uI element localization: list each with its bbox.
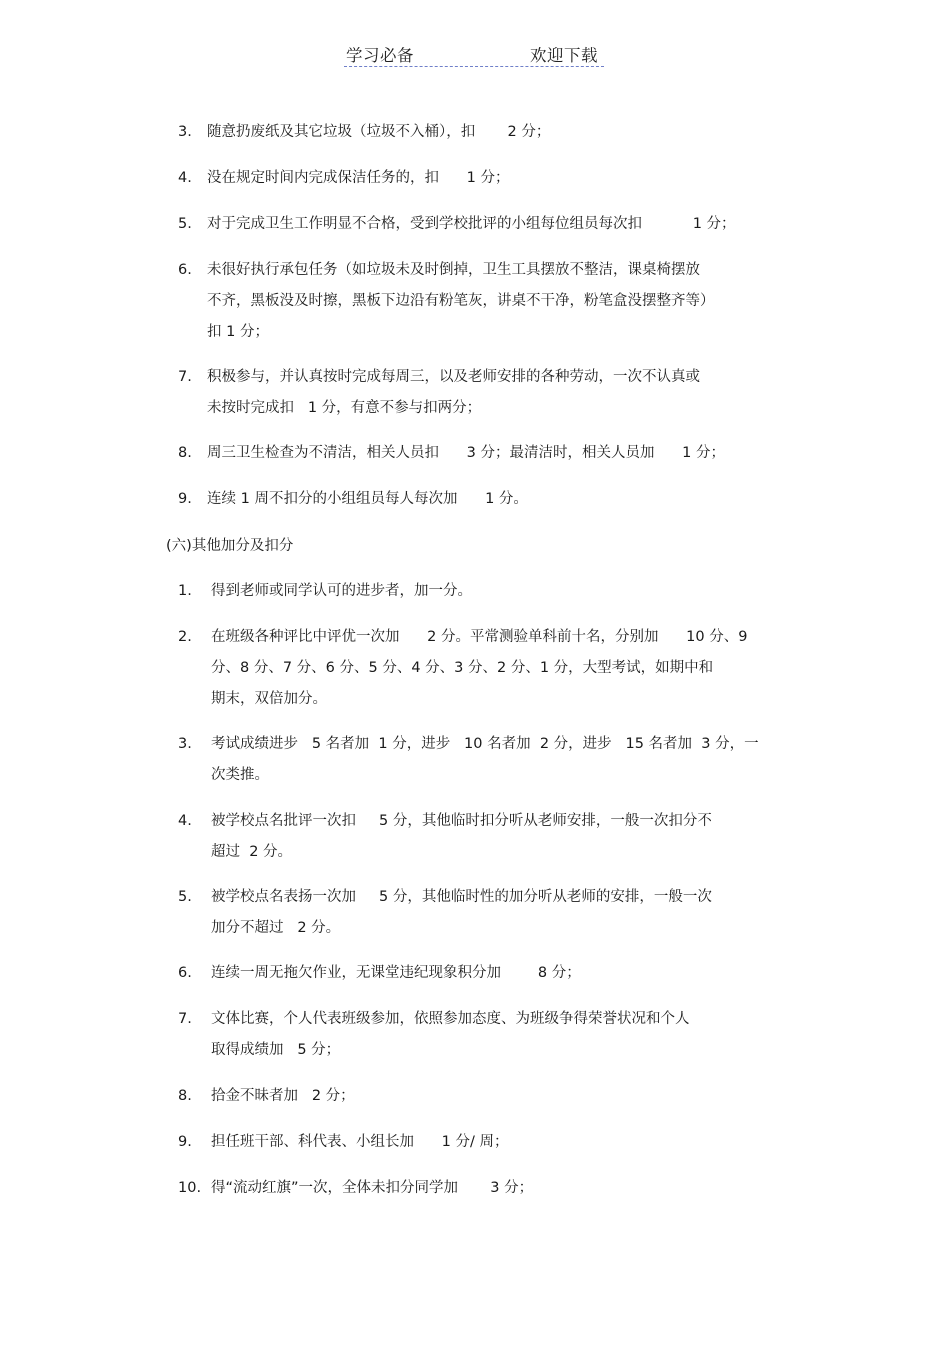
item-text bbox=[207, 255, 715, 348]
item-text bbox=[211, 882, 712, 944]
item-number: 3. bbox=[178, 736, 192, 752]
item-text-line: 文体比赛，个人代表班级参加，依照参加态度、为班级争得荣誉状况和个人 bbox=[211, 1011, 690, 1027]
item-text-line: 连续一周无拖欠作业，无课堂违纪现象积分加 8 分； bbox=[211, 965, 581, 981]
item-text-line: 扣 1 分； bbox=[207, 324, 269, 340]
item-text-line: 未很好执行承包任务（如垃圾未及时倒掉，卫生工具摆放不整洁，课桌椅摆放 bbox=[207, 262, 700, 278]
header-left-text: 学习必备 bbox=[346, 46, 414, 65]
item-text-line: 担任班干部、科代表、小组长加 1 分/ 周； bbox=[211, 1134, 509, 1150]
section-heading: (六)其他加分及扣分 bbox=[166, 538, 294, 554]
item-number: 7. bbox=[178, 369, 192, 385]
item-number: 8. bbox=[178, 445, 192, 461]
item-text bbox=[207, 117, 550, 148]
item-number: 7. bbox=[178, 1011, 192, 1027]
item-text-line: 连续 1 周不扣分的小组组员每人每次加 1 分。 bbox=[207, 491, 528, 507]
item-text-line: 不齐，黑板没及时擦，黑板下边沿有粉笔灰，讲桌不干净，粉笔盒没摆整齐等） bbox=[207, 293, 715, 309]
page-header bbox=[344, 40, 604, 67]
item-text bbox=[207, 438, 725, 469]
item-text bbox=[207, 209, 736, 240]
item-text-line: 拾金不昧者加 2 分； bbox=[211, 1088, 355, 1104]
item-text-line: 得“流动红旗”一次，全体未扣分同学加 3 分； bbox=[211, 1180, 534, 1196]
item-text-line: 考试成绩进步 5 名者加 1 分，进步 10 名者加 2 分，进步 15 名者加 3 分，一 bbox=[211, 736, 759, 752]
item-number: 9. bbox=[178, 491, 192, 507]
item-text bbox=[211, 1173, 533, 1204]
item-number: 3. bbox=[178, 124, 192, 140]
item-text-line: 没在规定时间内完成保洁任务的，扣 1 分； bbox=[207, 170, 510, 186]
item-text-line: 被学校点名批评一次扣 5 分，其他临时扣分听从老师安排，一般一次扣分不 bbox=[211, 813, 712, 829]
item-number: 8. bbox=[178, 1088, 192, 1104]
item-number: 4. bbox=[178, 170, 192, 186]
header-right-text: 欢迎下载 bbox=[530, 46, 598, 65]
item-text-line: 未按时完成扣 1 分，有意不参与扣两分； bbox=[207, 400, 482, 416]
item-number: 2. bbox=[178, 629, 192, 645]
item-text bbox=[207, 163, 510, 194]
item-text bbox=[211, 806, 712, 868]
item-text bbox=[207, 484, 528, 515]
item-text bbox=[211, 622, 747, 715]
item-text-line: 次类推。 bbox=[211, 767, 269, 783]
item-number: 1. bbox=[178, 583, 192, 599]
item-text bbox=[211, 958, 581, 989]
item-text-line: 在班级各种评比中评优一次加 2 分。平常测验单科前十名，分别加 10 分、9 bbox=[211, 629, 748, 645]
item-number: 5. bbox=[178, 216, 192, 232]
item-number: 5. bbox=[178, 889, 192, 905]
item-text bbox=[211, 1127, 508, 1158]
item-text bbox=[211, 576, 472, 607]
item-number: 9. bbox=[178, 1134, 192, 1150]
item-text-line: 分、8 分、7 分、6 分、5 分、4 分、3 分、2 分、1 分，大型考试，如期中和 bbox=[211, 660, 714, 676]
item-number: 6. bbox=[178, 965, 192, 981]
item-text-line: 得到老师或同学认可的进步者，加一分。 bbox=[211, 583, 472, 599]
item-text-line: 期末，双倍加分。 bbox=[211, 691, 327, 707]
item-text bbox=[211, 729, 759, 791]
item-text bbox=[207, 362, 700, 424]
item-text-line: 取得成绩加 5 分； bbox=[211, 1042, 341, 1058]
item-text bbox=[211, 1081, 355, 1112]
item-text-line: 随意扔废纸及其它垃圾（垃圾不入桶），扣 2 分； bbox=[207, 124, 551, 140]
item-text bbox=[211, 1004, 690, 1066]
item-text-line: 超过 2 分。 bbox=[211, 844, 293, 860]
item-text-line: 周三卫生检查为不清洁，相关人员扣 3 分；最清洁时，相关人员加 1 分； bbox=[207, 445, 725, 461]
item-text-line: 积极参与，并认真按时完成每周三，以及老师安排的各种劳动，一次不认真或 bbox=[207, 369, 700, 385]
item-number: 10. bbox=[178, 1180, 202, 1196]
item-text-line: 对于完成卫生工作明显不合格，受到学校批评的小组每位组员每次扣 1 分； bbox=[207, 216, 736, 232]
item-number: 6. bbox=[178, 262, 192, 278]
item-text-line: 被学校点名表扬一次加 5 分，其他临时性的加分听从老师的安排，一般一次 bbox=[211, 889, 712, 905]
item-text-line: 加分不超过 2 分。 bbox=[211, 920, 341, 936]
item-number: 4. bbox=[178, 813, 192, 829]
